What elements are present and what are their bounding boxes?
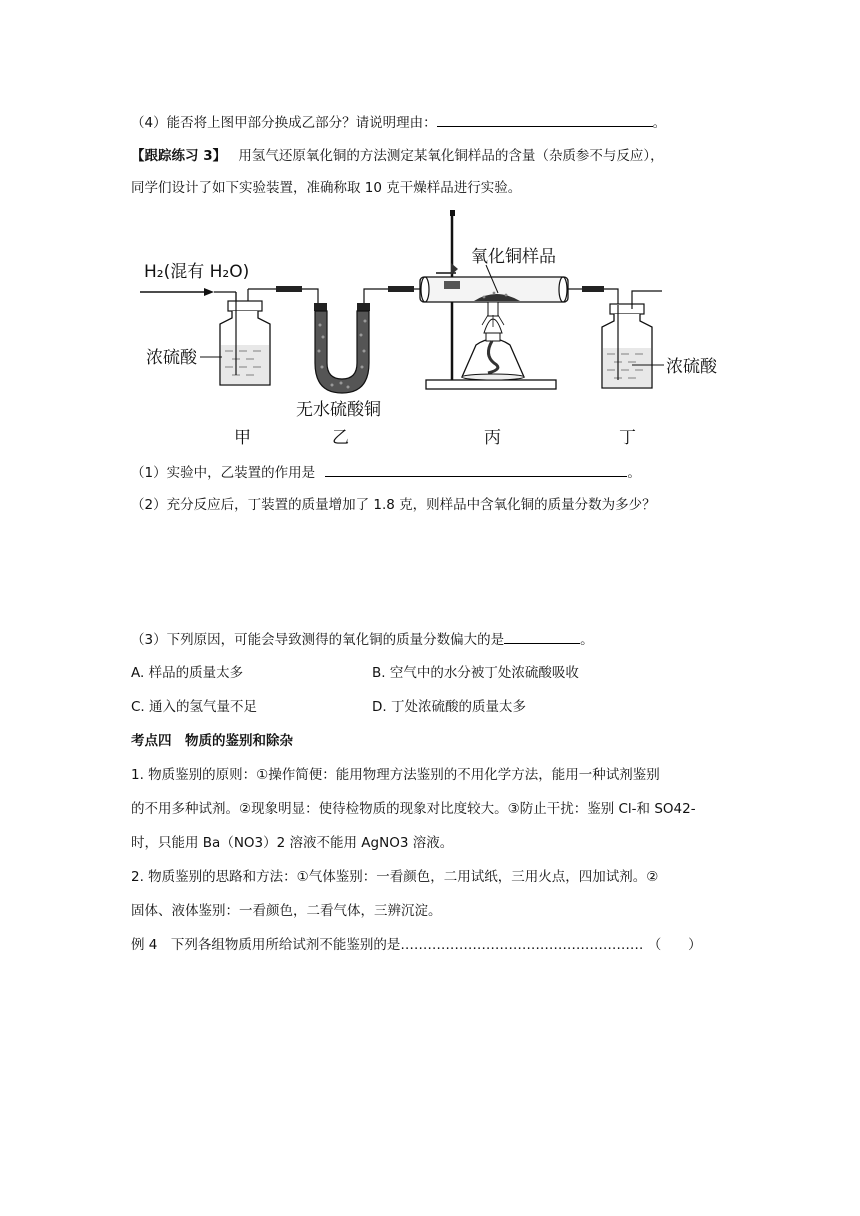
section4-p1-line3: 时，只能用 Ba（NO3）2 溶液不能用 AgNO3 溶液。 xyxy=(131,835,454,851)
q4-end: 。 xyxy=(652,115,667,131)
section4-title: 考点四 物质的鉴别和除杂 xyxy=(131,733,293,749)
example4-text: 例 4 下列各组物质用所给试剂不能鉴别的是……………………………………………… xyxy=(131,937,644,953)
section4-p1-line1: 1. 物质鉴别的原则：①操作简便：能用物理方法鉴别的不用化学方法，能用一种试剂鉴别 xyxy=(131,767,660,783)
practice3-text2: 同学们设计了如下实验装置，准确称取 10 克干燥样品进行实验。 xyxy=(131,180,522,196)
h2-label: H₂(混有 H₂O) xyxy=(144,262,250,282)
option-b[interactable]: B. 空气中的水分被丁处浓硫酸吸收 xyxy=(372,665,579,681)
option-c[interactable]: C. 通入的氢气量不足 xyxy=(131,699,258,715)
label-bing: 丙 xyxy=(484,428,501,448)
q1-text: （1）实验中，乙装置的作用是 xyxy=(131,465,316,481)
experiment-apparatus-figure xyxy=(136,205,736,450)
q3-line xyxy=(131,629,594,650)
section4-p2-line2: 固体、液体鉴别：一看颜色，二看气体，三辨沉淀。 xyxy=(131,903,442,919)
practice3-line1 xyxy=(131,146,664,166)
q2-answer-area[interactable] xyxy=(131,525,731,625)
h2-inlet-arrow xyxy=(140,288,214,296)
sample-label: 氧化铜样品 xyxy=(471,247,556,267)
bottle-ding xyxy=(602,291,662,388)
option-a[interactable]: A. 样品的质量太多 xyxy=(131,665,244,681)
section4-p2-line1: 2. 物质鉴别的思路和方法：①气体鉴别：一看颜色，二用试纸，三用火点，四加试剂。② xyxy=(131,869,659,885)
q4-answer-blank[interactable] xyxy=(437,112,653,127)
q1-answer-blank[interactable] xyxy=(325,462,627,477)
q1-end: 。 xyxy=(627,465,641,481)
q3-end: 。 xyxy=(580,632,594,648)
q3-answer-blank[interactable] xyxy=(504,629,580,644)
example4-answer-paren[interactable]: （ ） xyxy=(647,937,702,953)
q4-text: （4）能否将上图甲部分换成乙部分？请说明理由： xyxy=(131,115,437,131)
example4-line xyxy=(131,935,702,955)
q2-line xyxy=(131,495,656,515)
q4-line xyxy=(131,112,666,133)
cuso4-label: 无水硫酸铜 xyxy=(296,400,381,420)
practice3-line2 xyxy=(131,178,521,198)
acid-right-label: 浓硫酸 xyxy=(666,357,717,377)
option-d[interactable]: D. 丁处浓硫酸的质量太多 xyxy=(372,699,526,715)
label-jia: 甲 xyxy=(234,428,251,448)
practice3-title: 【跟踪练习 3】 xyxy=(131,148,227,164)
label-ding: 丁 xyxy=(619,428,636,448)
label-yi: 乙 xyxy=(332,428,349,448)
practice3-text1: 用氢气还原氧化铜的方法测定某氧化铜样品的含量（杂质参不与反应）， xyxy=(238,148,664,164)
u-tube-yi xyxy=(314,303,370,393)
q3-text: （3）下列原因，可能会导致测得的氧化铜的质量分数偏大的是 xyxy=(131,632,505,648)
bottle-jia xyxy=(214,289,276,385)
q2-text: （2）充分反应后，丁装置的质量增加了 1.8 克，则样品中含氧化铜的质量分数为多少？ xyxy=(131,497,656,513)
combustion-setup-bing xyxy=(420,210,568,389)
acid-left-label: 浓硫酸 xyxy=(146,348,197,368)
q1-line xyxy=(131,462,641,483)
section4-p1-line2: 的不用多种试剂。②现象明显：使待检物质的现象对比度较大。③防止干扰：鉴别 Cl-和 SO42- xyxy=(131,801,696,817)
